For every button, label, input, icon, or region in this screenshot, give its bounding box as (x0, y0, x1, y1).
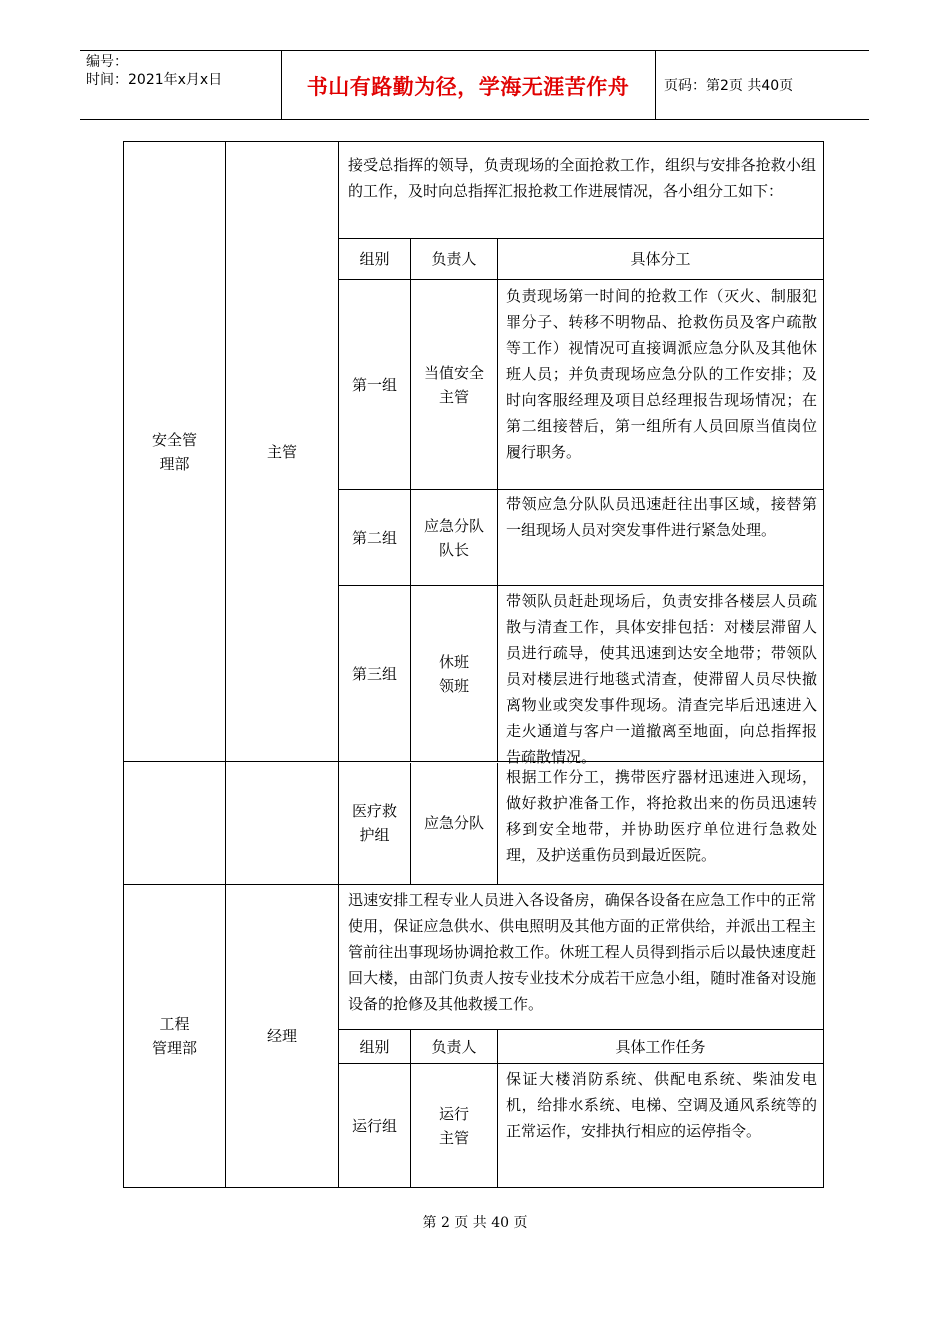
group-cell-medical (339, 762, 410, 884)
dept-line: 管理部 (151, 1039, 197, 1057)
leader-line: 主管 (438, 1128, 469, 1147)
group-cell: 第二组 (351, 528, 397, 547)
time-label: 时间：2021年x月x日 (86, 72, 223, 88)
group-cell: 第三组 (351, 664, 397, 683)
group-cell: 运行组 (351, 1116, 397, 1135)
group-line: 护组 (359, 826, 390, 844)
header-group: 组别 (359, 250, 390, 268)
dept-line: 安全管 (151, 430, 197, 449)
role-security: 主管 (266, 442, 297, 461)
header-duty: 具体工作任务 (615, 1037, 706, 1056)
dept-line: 理部 (159, 454, 190, 473)
leader-line: 领班 (438, 676, 469, 695)
leader-cell (411, 586, 497, 761)
header-meta (86, 53, 222, 89)
leader-cell (411, 1064, 497, 1187)
header-page-info: 页码：第2页 共40页 (664, 78, 794, 94)
dept-line: 工程 (159, 1015, 190, 1033)
duty-table (123, 141, 824, 1188)
group-line: 医疗救 (351, 802, 397, 820)
leader-line: 休班 (438, 652, 469, 671)
serial-label: 编号： (86, 54, 128, 70)
leader-line: 当值安全 (423, 363, 484, 382)
group-cell: 第一组 (351, 375, 397, 394)
leader-line: 主管 (438, 387, 469, 406)
security-intro: 接受总指挥的领导，负责现场的全面抢救工作，组织与安排各抢救小组的工作，及时向总指挥汇报抢救工作进展情况，各小组分工如下： (348, 156, 816, 200)
leader-line: 运行 (438, 1104, 469, 1123)
engineering-intro: 迅速安排工程专业人员进入各设备房，确保各设备在应急工作中的正常使用，保证应急供水、供电照明及其他方面的正常供给，并派出工程主管前往出事现场协调抢救工作。休班工程人员得到指示后以最快速度赶回大楼，由部门负责人按专业技术分成若干应急小组，随时准备对设施设备的抢修及其他救援工作。 (348, 891, 816, 1013)
leader-cell (411, 490, 497, 585)
header-group: 组别 (359, 1037, 390, 1056)
duty-cell: 保证大楼消防系统、供配电系统、柴油发电机，给排水系统、电梯、空调及通风系统等的正常运作，安排执行相应的运停指令。 (506, 1070, 817, 1140)
col-line (497, 763, 498, 884)
page-header (80, 50, 869, 120)
header-divider (655, 51, 656, 119)
dept-security (124, 142, 225, 761)
duty-cell: 负责现场第一时间的抢救工作（灭火、制服犯罪分子、转移不明物品、抢救伤员及客户疏散等工作）视情况可直接调派应急分队及其他休班人员；并负责现场应急分队的工作安排；及时向客服经理及项目总经理报告现场情况；在第二组接替后，第一组所有人员回原当值岗位履行职务。 (506, 287, 817, 461)
leader-cell (411, 280, 497, 489)
duty-cell: 根据工作分工，携带医疗器材迅速进入现场，做好救护准备工作，将抢救出来的伤员迅速转移到安全地带，并协助医疗单位进行急救处理，及护送重伤员到最近医院。 (506, 768, 817, 864)
leader-cell: 应急分队 (423, 814, 484, 832)
leader-line: 应急分队 (423, 516, 484, 535)
header-leader: 负责人 (431, 250, 477, 268)
duty-cell: 带领应急分队队员迅速赶往出事区域，接替第一组现场人员对突发事件进行紧急处理。 (506, 495, 817, 539)
col-line (497, 239, 498, 761)
duty-cell: 带领队员赶赴现场后，负责安排各楼层人员疏散与清查工作，具体安排包括：对楼层滞留人员进行疏导，使其迅速到达安全地带；带领队员对楼层进行地毯式清查，使滞留人员尽快撤离物业或突发事件现场。清查完毕后迅速进入走火通道与客户一道撤离至地面，向总指挥报告疏散情况。 (506, 592, 817, 766)
leader-line: 队长 (438, 540, 469, 559)
dept-engineering (124, 885, 225, 1187)
header-duty: 具体分工 (630, 250, 691, 268)
role-engineering: 经理 (266, 1027, 297, 1045)
page-footer: 第 2 页 共 40 页 (422, 1215, 528, 1231)
header-motto: 书山有路勤为径，学海无涯苦作舟 (306, 75, 630, 99)
header-leader: 负责人 (431, 1037, 477, 1056)
